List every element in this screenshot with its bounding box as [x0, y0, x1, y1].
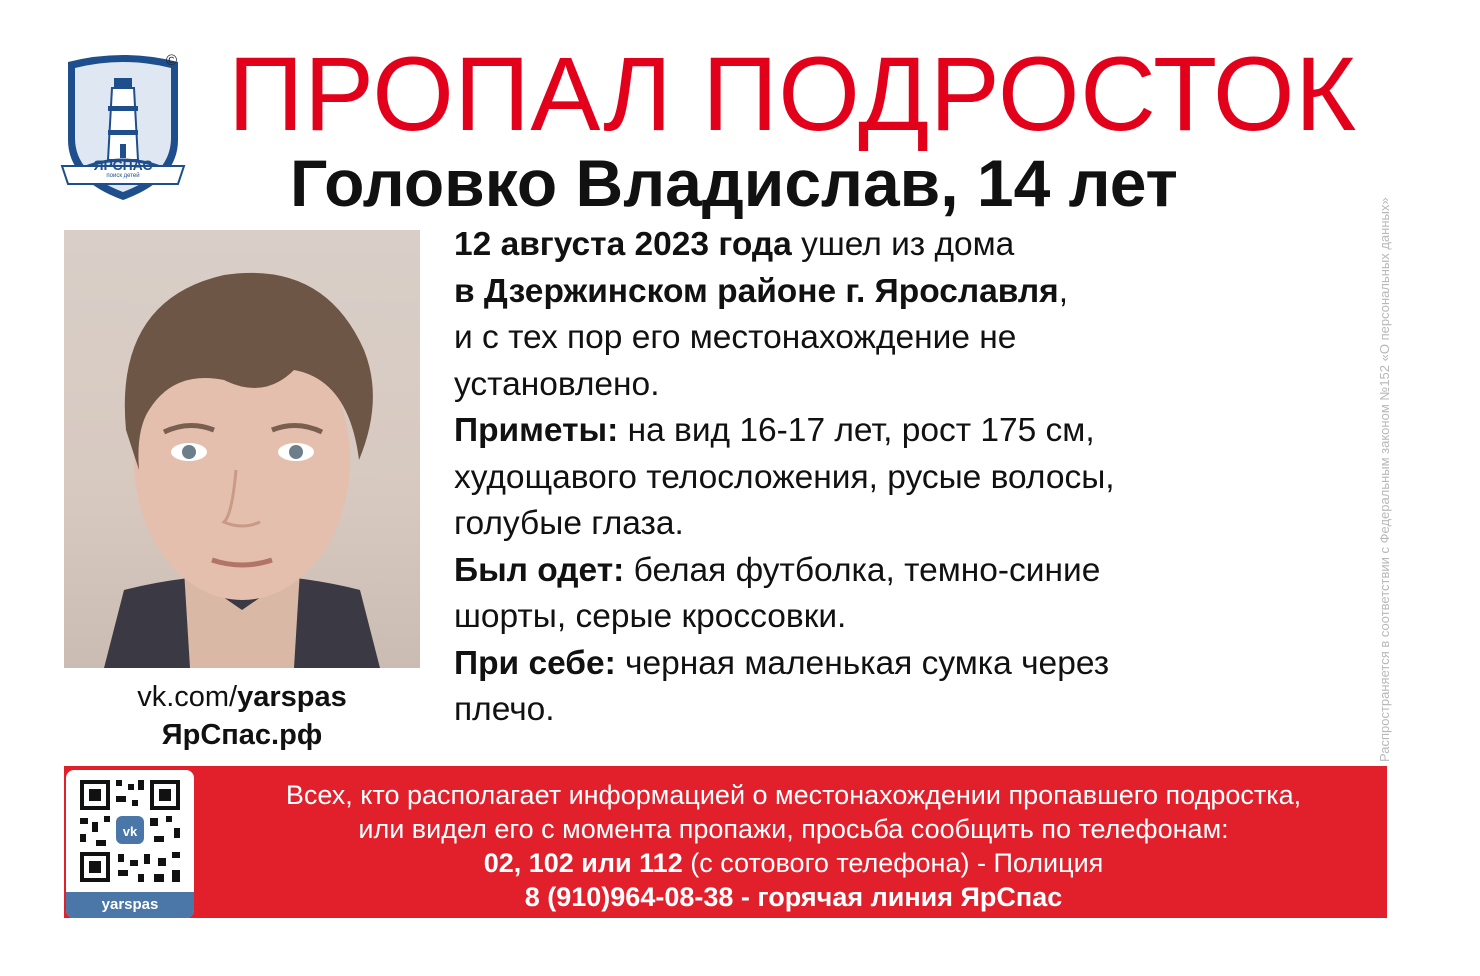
clothes-line: Был одет: белая футболка, темно-синие [454, 551, 1101, 589]
yarspas-logo [58, 50, 188, 210]
status-line-1: и с тех пор его местонахождение не [454, 319, 1017, 356]
hotline-line: 8 (910)964-08-38 - горячая линия ЯрСпас [524, 882, 1063, 912]
signs-line: Приметы: на вид 16-17 лет, рост 175 см, [454, 412, 1095, 449]
signs-line-3: голубые глаза. [454, 505, 684, 542]
logo-name: ЯРСПАС [93, 157, 153, 173]
missing-person-photo [64, 230, 420, 668]
items-line-2: плечо. [454, 691, 555, 728]
status-line-2: установлено. [454, 365, 660, 403]
clothes-line-2: шорты, серые кроссовки. [454, 598, 847, 635]
banner-line-1: Всех, кто располагает информацией о местонахождении пропавшего подростка, [285, 780, 1302, 810]
qr-code-icon [66, 770, 194, 892]
missing-person-name: Головко Владислав, 14 лет [290, 146, 1178, 220]
contact-links [64, 678, 420, 754]
legal-note: Распространяется в соответствии с Федеральным законом №152 «О персональных данных» [1377, 197, 1392, 762]
place-line: в Дзержинском районе г. Ярославля, [454, 272, 1069, 310]
svg-text:vk: vk [122, 824, 138, 839]
banner-text [200, 778, 1387, 914]
items-line: При себе: черная маленькая сумка через [454, 644, 1110, 682]
date-line: 12 августа 2023 года ушел из дома [454, 226, 1015, 263]
banner-line-2: или видел его с момента пропажи, просьба сообщить по телефонам: [358, 814, 1229, 844]
site-link[interactable]: ЯрСпас.рф [161, 719, 323, 751]
description [454, 222, 1334, 734]
signs-line-2: худощавого телосложения, русые волосы, [454, 458, 1115, 496]
qr-code[interactable] [66, 770, 194, 918]
copyright-mark: © [166, 52, 178, 69]
vk-link[interactable]: vk.com/yarspas [137, 681, 347, 713]
headline: ПРОПАЛ ПОДРОСТОК [228, 36, 1357, 153]
qr-label: yarspas [66, 892, 194, 918]
logo-tagline: поиск детей [106, 173, 140, 179]
portrait-image [64, 230, 420, 668]
police-line: 02, 102 или 112 (с сотового телефона) - Полиция [483, 848, 1104, 878]
lighthouse-shield-icon [58, 50, 188, 210]
